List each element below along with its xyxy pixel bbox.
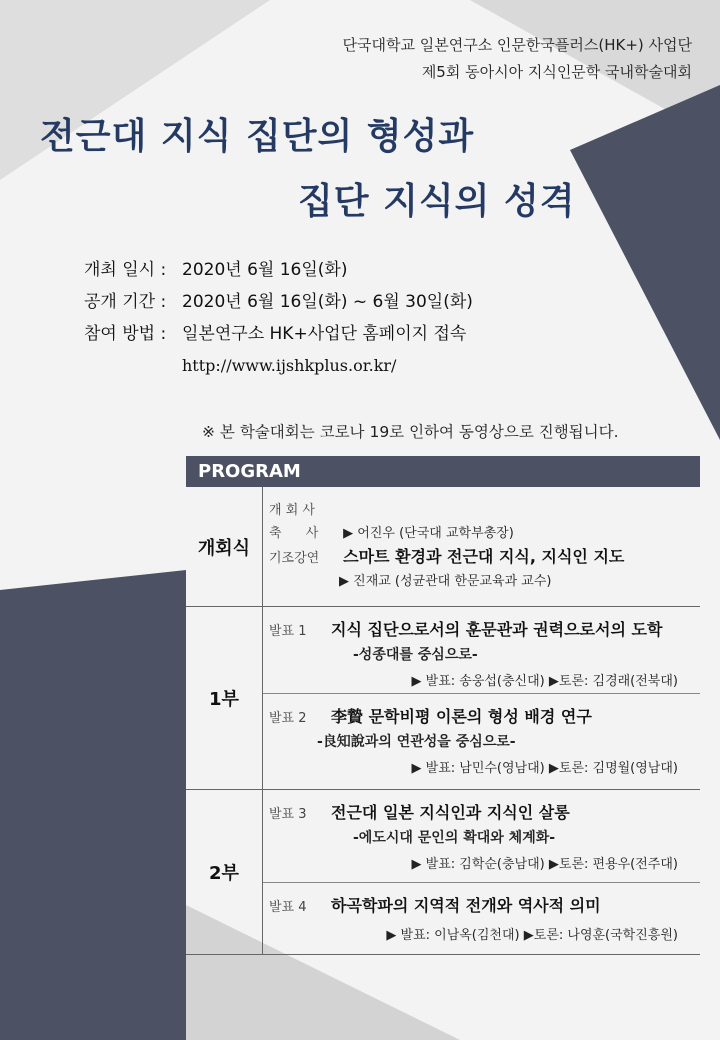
talk-1: 발표 1 지식 집단으로서의 훈문관과 권력으로서의 도학 -성종대를 중심으로- ▶ 발표: 송웅섭(충신대) ▶토론: 김경래(전북대)	[269, 620, 678, 689]
talk-3: 발표 3 전근대 일본 지식인과 지식인 살롱 -에도시대 문인의 확대와 체계화- ▶ 발표: 김학순(충남대) ▶토론: 편용우(전주대)	[269, 803, 678, 872]
opening-row-3: 기조강연 스마트 환경과 전근대 지식, 지식인 지도	[269, 547, 625, 566]
talk-2: 발표 2 李贄 문학비평 이론의 형성 배경 연구 -良知說과의 연관성을 중심으로- ▶ 발표: 남민수(영남대) ▶토론: 김명월(영남대)	[263, 693, 700, 784]
date-row	[84, 254, 473, 286]
period-label: 공개 기간 :	[84, 292, 167, 312]
header-org-block	[343, 32, 693, 86]
method-value: 일본연구소 HK+사업단 홈페이지 접속	[182, 324, 467, 344]
part1-section	[186, 607, 700, 790]
opening-row-1: 개 회 사	[269, 503, 315, 518]
program-table	[186, 487, 700, 955]
date-label: 개최 일시 :	[84, 260, 167, 280]
opening-keynote-speaker: ▶ 진재교 (성균관대 한문교육과 교수)	[339, 574, 552, 589]
method-label: 참여 방법 :	[84, 324, 167, 344]
talk-4: 발표 4 하곡학파의 지역적 전개와 역사적 의미 ▶ 발표: 이남옥(김천대) ▶토론: 나영훈(국학진흥원)	[263, 882, 700, 951]
opening-section	[186, 487, 700, 607]
period-value: 2020년 6월 16일(화) ~ 6월 30일(화)	[182, 292, 473, 312]
method-row	[84, 318, 473, 350]
event-name: 제5회 동아시아 지식인문학 국내학술대회	[421, 63, 692, 81]
date-value: 2020년 6월 16일(화)	[182, 260, 348, 280]
opening-item	[263, 487, 700, 602]
page-title	[40, 108, 700, 224]
opening-label: 개회식	[186, 487, 263, 606]
opening-row-2: 축 사 ▶ 어진우 (단국대 교학부총장)	[269, 526, 514, 541]
covid-notice: ※ 본 학술대회는 코로나 19로 인하여 동영상으로 진행됩니다.	[202, 423, 619, 441]
title-line-2: 집단 지식의 성격	[298, 180, 576, 222]
program-heading: PROGRAM	[186, 456, 700, 487]
part2-label: 2부	[186, 790, 263, 954]
event-info	[84, 254, 473, 382]
homepage-url[interactable]: http://www.ijshkplus.or.kr/	[182, 356, 397, 375]
org-name: 단국대학교 일본연구소 인문한국플러스(HK+) 사업단	[342, 36, 692, 54]
part2-section	[186, 790, 700, 955]
period-row	[84, 286, 473, 318]
title-line-1: 전근대 지식 집단의 형성과	[40, 115, 475, 157]
part1-label: 1부	[186, 607, 263, 789]
